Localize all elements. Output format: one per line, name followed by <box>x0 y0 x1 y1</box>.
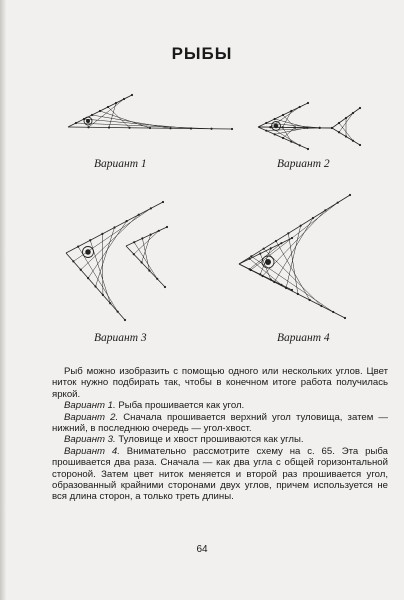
pin-dot <box>149 127 151 129</box>
page-title: РЫБЫ <box>171 44 233 63</box>
fish-eye-pupil <box>265 259 271 265</box>
caption-variant-3: Вариант 3 <box>94 332 147 344</box>
pin-dot <box>164 286 166 288</box>
pin-dot <box>141 237 143 239</box>
pin-dot <box>291 237 293 239</box>
pin-dot <box>115 102 117 104</box>
pin-dot <box>169 127 171 129</box>
pin-dot <box>359 144 361 146</box>
pin-dot <box>87 126 89 128</box>
pin-dot <box>319 127 321 129</box>
pin-dot <box>117 311 119 313</box>
thread <box>286 226 301 288</box>
pin-dot <box>91 114 93 116</box>
pin-dot <box>290 110 292 112</box>
pin-dot <box>150 207 152 209</box>
pin-dot <box>280 284 282 286</box>
pin-dot <box>87 277 89 279</box>
pin-dot <box>282 137 284 139</box>
pin-dot <box>113 226 115 228</box>
pin-dot <box>250 255 252 257</box>
pin-dot <box>349 194 351 196</box>
pin-dot <box>265 122 267 124</box>
fish-variant-4 <box>239 194 351 319</box>
thread <box>134 231 159 254</box>
thread <box>88 221 127 278</box>
page-number: 64 <box>196 544 208 555</box>
pin-dot <box>270 279 272 281</box>
pin-dot <box>101 233 103 235</box>
thread <box>134 242 157 279</box>
pin-dot <box>352 112 354 114</box>
pin-dot <box>138 214 140 216</box>
pin-dot <box>344 317 346 319</box>
pin-dot <box>309 299 311 301</box>
pin-dot <box>141 261 143 263</box>
pin-dot <box>265 130 267 132</box>
pin-dot <box>345 135 347 137</box>
variant-text: Туловище и хвост прошиваются как углы. <box>115 434 304 446</box>
pin-dot <box>338 131 340 133</box>
pin-dot <box>274 133 276 135</box>
pin-dot <box>249 258 251 260</box>
pin-dot <box>156 278 158 280</box>
pin-dot <box>162 201 164 203</box>
pin-dot <box>312 217 314 219</box>
pin-dot <box>282 114 284 116</box>
pin-dot <box>109 302 111 304</box>
thread <box>73 208 151 261</box>
thread <box>251 256 333 312</box>
pin-dot <box>307 148 309 150</box>
pin-dot <box>280 242 282 244</box>
pin-dot <box>306 127 308 129</box>
pin-dot <box>345 117 347 119</box>
pin-dot <box>107 106 109 108</box>
thread <box>142 238 149 270</box>
caption-variant-1: Вариант 1 <box>94 158 147 170</box>
angle-side <box>239 238 292 264</box>
caption-variant-2: Вариант 2 <box>277 158 330 170</box>
pin-dot <box>338 122 340 124</box>
fish-variant-2 <box>258 102 361 150</box>
pin-dot <box>166 226 168 228</box>
pin-dot <box>259 273 261 275</box>
fish-variant-1 <box>68 94 233 130</box>
pin-dot <box>75 122 77 124</box>
pin-dot <box>274 118 276 120</box>
pin-dot <box>299 106 301 108</box>
pin-dot <box>282 126 284 128</box>
pin-dot <box>294 126 296 128</box>
pin-dot <box>126 220 128 222</box>
pin-dot <box>99 110 101 112</box>
pin-dot <box>320 305 322 307</box>
pin-dot <box>124 319 126 321</box>
thread <box>283 115 295 128</box>
thread <box>109 103 116 128</box>
pin-dot <box>324 209 326 211</box>
variant-label: Вариант 1. <box>64 400 116 412</box>
caption-variant-4: Вариант 4 <box>277 332 330 344</box>
pin-dot <box>332 311 334 313</box>
angle-side <box>239 195 350 264</box>
variant-text: Рыба прошивается как угол. <box>115 400 245 412</box>
pin-dot <box>190 127 192 129</box>
pin-dot <box>307 102 309 104</box>
pin-dot <box>249 268 251 270</box>
variant-text: Внимательно рассмотрите схему на с. 65. Эта рыба прошивается два раза. Сначала — как два угла с общей горизонтальной стороной. Затем цвет ниток меняется и второй раз прошивается угол, образованный крайними сторонами двух углов, причем используется не вся длина сторон, а только треть длины. <box>52 445 388 503</box>
variant-label: Вариант 2. <box>64 411 119 423</box>
pin-dot <box>290 141 292 143</box>
pin-dot <box>94 285 96 287</box>
pin-dot <box>77 246 79 248</box>
pin-dot <box>270 247 272 249</box>
pin-dot <box>128 127 130 129</box>
variant-text: Сначала прошивается верхний угол туловища, затем — нижний, в последнюю очередь — угол-хвост. <box>52 411 388 435</box>
pin-dot <box>133 241 135 243</box>
angle-side <box>126 227 167 246</box>
pin-dot <box>72 260 74 262</box>
pin-dot <box>297 293 299 295</box>
pin-dot <box>259 253 261 255</box>
pin-dot <box>337 202 339 204</box>
pin-dot <box>275 240 277 242</box>
pin-dot <box>150 234 152 236</box>
pin-dot <box>102 294 104 296</box>
pin-dot <box>359 107 361 109</box>
pin-dot <box>123 98 125 100</box>
variant-paragraph <box>52 412 388 435</box>
thread <box>100 111 150 128</box>
pin-dot <box>108 126 110 128</box>
pin-dot <box>299 144 301 146</box>
pin-dot <box>148 270 150 272</box>
pin-dot <box>210 128 212 130</box>
pin-dot <box>352 140 354 142</box>
pin-dot <box>131 94 133 96</box>
fish-eye-pupil <box>86 119 90 123</box>
pin-dot <box>291 289 293 291</box>
variant-paragraph <box>52 400 388 411</box>
pin-dot <box>263 248 265 250</box>
pin-dot <box>231 128 233 130</box>
body-text <box>52 366 388 503</box>
thread <box>283 128 295 139</box>
pin-dot <box>158 230 160 232</box>
pin-dot <box>300 225 302 227</box>
variant-label: Вариант 3. <box>64 434 116 446</box>
fish-eye-pupil <box>274 124 279 129</box>
thread <box>89 99 125 127</box>
pin-dot <box>89 239 91 241</box>
pin-dot <box>287 232 289 234</box>
variant-paragraph <box>52 434 388 445</box>
variant-label: Вариант 4. <box>64 445 120 457</box>
thread <box>81 215 139 270</box>
fish-variant-3 <box>66 201 168 321</box>
pin-dot <box>133 253 135 255</box>
variant-paragraph <box>52 446 388 503</box>
intro-paragraph: Рыб можно изобразить с помощью одного или нескольких углов. Цвет ниток нужно подбирать так, чтобы в конечном итоге работа получилась яркой. <box>52 366 388 400</box>
thread <box>251 203 338 270</box>
fish-eye-pupil <box>85 249 91 255</box>
pin-dot <box>80 269 82 271</box>
